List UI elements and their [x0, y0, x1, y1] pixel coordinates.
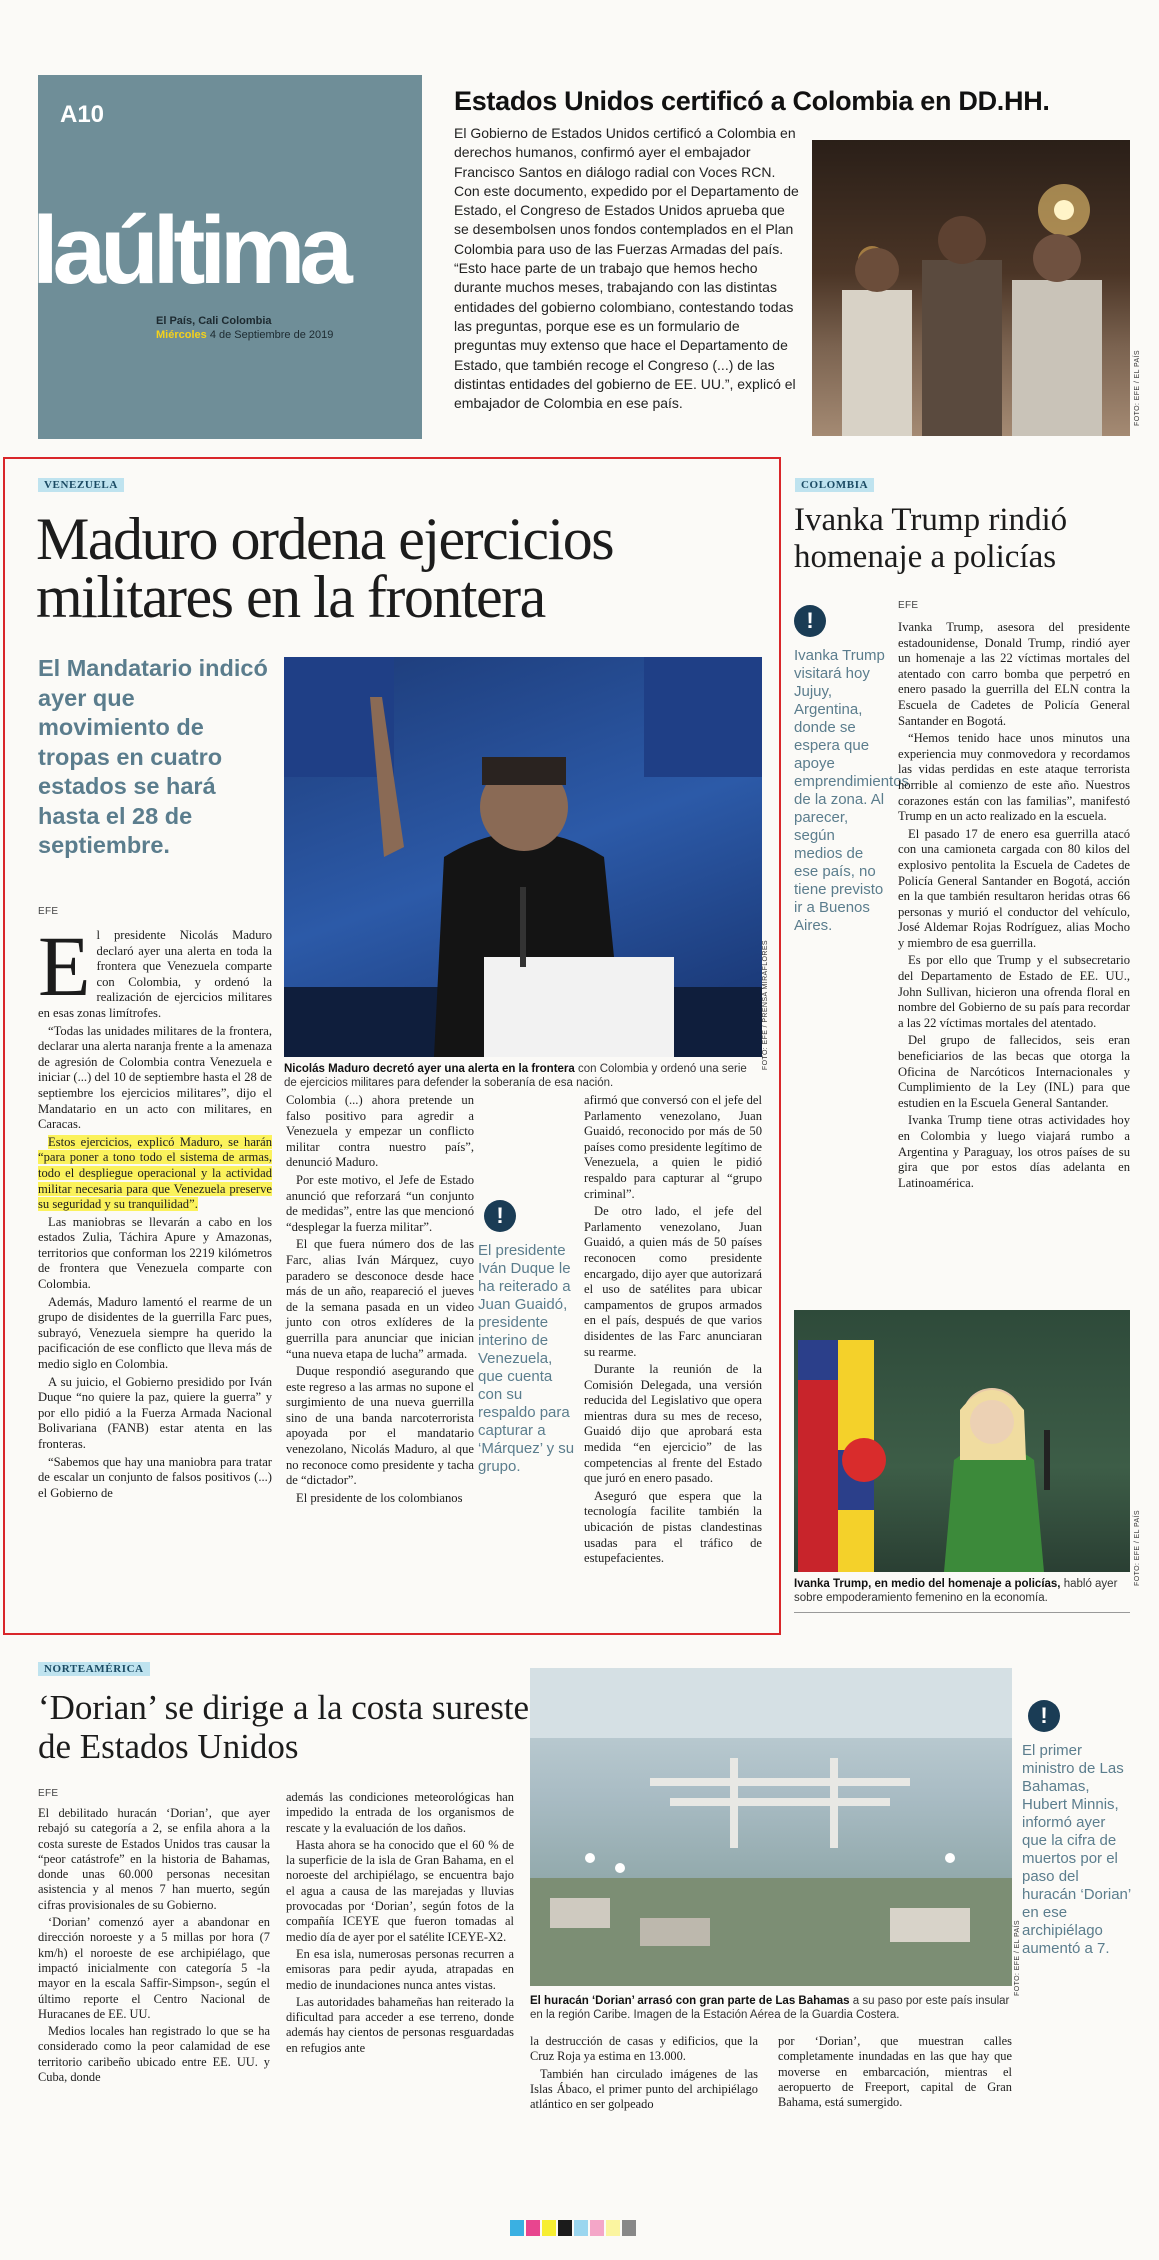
paper-line — [156, 315, 272, 327]
section-tag-colombia: COLOMBIA — [795, 478, 874, 492]
ivanka-p2: “Hemos tenido hace unos minutos una experiencia muy conmovedora y recordamos las vidas perdidas en este ataque terrorista horrible al comienzo de este año. Nuestros corazones están con las familias”, manifestó Trump en un acto realizado en la escuela. — [898, 731, 1130, 824]
highlighted-quote: Estos ejercicios, explicó Maduro, se harán “para poner a tono todo el sistema de armas, todo el despliegue operacional y la actividad militar necesaria para que Venezuela preserve su seguridad y su tranquilidad”. — [38, 1134, 272, 1212]
ivanka-caption-bold: Ivanka Trump, en medio del homenaje a policías, — [794, 1578, 1061, 1590]
main-p6: A su juicio, el Gobierno presidido por Iván Duque “no quiere la paz, quiere la guerra” y por ello pidió a la Fuerza Armada Nacional Bolivariana (FANB) estar atenta en las fronteras. — [38, 1374, 272, 1451]
section-tag-norteamerica: NORTEAMÉRICA — [38, 1662, 150, 1676]
color-swatch — [622, 2220, 636, 2236]
maduro-caption-rest: con Colombia y ordenó una serie de ejercicios militares para defender la soberanía de esa nación. — [284, 1063, 747, 1089]
color-swatch — [510, 2220, 524, 2236]
info-circle-icon: ! — [1028, 1700, 1060, 1732]
main-col3-p3: Durante la reunión de la Comisión Delegada, una versión reducida del Legislativo que opera mientras dura su mes de receso, Guaidó dijo que aprobará esta medida “en ejercicio” de las competencias al frente del Estado que juró en enero pasado. — [584, 1362, 762, 1486]
maduro-photo-credit: FOTO: EFE / PRENSA MIRAFLORES — [762, 940, 769, 1071]
dorian-col3-p1: la destrucción de casas y edificios, que la Cruz Roja ya estima en 13.000. — [530, 2034, 758, 2064]
main-col2-p2: Por este motivo, el Jefe de Estado anunció que reforzará “un conjunto de medidas”, entre las que mencionó “desplegar la fuerza militar”. — [286, 1172, 474, 1234]
ivanka-speaking-image — [794, 1310, 1130, 1572]
section-tag-venezuela: VENEZUELA — [38, 478, 124, 492]
main-col-1 — [38, 918, 272, 1503]
ivanka-quote: Ivanka Trump visitará hoy Jujuy, Argentina, donde se espera que apoye emprendimientos de la zona. Al parecer, según medios de ese país, no tiene previsto ir a Buenos Aires. — [794, 647, 910, 934]
dorian-col1-p1: El debilitado huracán ‘Dorian’, que ayer rebajó su categoría a 2, se enfila ahora a la costa sureste de Estados Unidos tras causar la “peor catástrofe” en la historia de Bahamas, donde unas 60.000 personas necesitan asistencia y al menos 7 han muerto, según cifras provisionales de su Gobierno. — [38, 1806, 270, 1912]
maduro-caption-bold: Nicolás Maduro decretó ayer una alerta en la frontera — [284, 1063, 575, 1075]
color-swatch — [590, 2220, 604, 2236]
minnis-quote-box — [1022, 1700, 1132, 1958]
drop-cap: E — [38, 918, 91, 1014]
ivanka-source: EFE — [898, 600, 919, 611]
masthead-panel — [32, 75, 422, 439]
main-col2-p5: El presidente de los colombianos — [296, 1490, 463, 1505]
ivanka-photo-credit: FOTO: EFE / EL PAÍS — [1134, 1510, 1141, 1586]
section-divider — [794, 1612, 1130, 1613]
dateline — [156, 329, 333, 341]
main-col3-p1: afirmó que conversó con el jefe del Parlamento venezolano, Juan Guaidó, reconocido por más de 50 países como presidente legítimo de Venezuela, a quien le pidió respaldo para capturar al “grupo criminal”. — [584, 1093, 762, 1201]
date: 4 de Septiembre de 2019 — [209, 329, 334, 341]
main-lead: l presidente Nicolás Maduro declaró ayer una alerta en toda la frontera que Venezuela comparte con Colombia, y ordenó la realización de ejercicios militares en esas zonas limítrofes. — [38, 928, 272, 1020]
dorian-col2-p3: En esa isla, numerosas personas recurren a emisoras para pedir ayuda, atrapadas en medio de inundaciones nunca antes vistas. — [286, 1946, 514, 1992]
ivanka-body — [898, 620, 1130, 1193]
main-col-3 — [584, 1093, 762, 1569]
dorian-caption-bold: El huracán ‘Dorian’ arrasó con gran parte de Las Bahamas — [530, 1995, 850, 2007]
dorian-col-1 — [38, 1806, 270, 2087]
dorian-col1-p3: Medios locales han registrado lo que se ha considerado como la peor calamidad de ese territorio caribeño ubicado entre EE. UU. y Cuba, donde — [38, 2024, 270, 2085]
dorian-col2-p1: además las condiciones meteorológicas han impedido la entrada de los organismos de rescate y la evaluación de los daños. — [286, 1790, 514, 1835]
ivanka-p1: Ivanka Trump, asesora del presidente estadounidense, Donald Trump, rindió ayer un homenaje a las 22 víctimas mortales del atentado con carro bomba que perpetró en enero pasado la guerrilla del ELN contra la Escuela de Cadetes de Policía General Santander en Bogotá. — [898, 620, 1130, 728]
ivanka-p6: Ivanka Trump tiene otras actividades hoy en Colombia y luego viajará rumbo a Argentina y Paraguay, los otros países de su gira que por estos días adelanta en Latinoamérica. — [898, 1113, 1130, 1190]
color-swatch — [574, 2220, 588, 2236]
dorian-photo-credit: FOTO: EFE / EL PAÍS — [1014, 1920, 1021, 1996]
color-swatch — [542, 2220, 556, 2236]
main-subhead: El Mandatario indicó ayer que movimiento de tropas en cuatro estados se hará hasta el 28 de septiembre. — [38, 655, 268, 858]
minnis-quote: El primer ministro de Las Bahamas, Hubert Minnis, informó ayer que la cifra de muertos por el paso del huracán ‘Dorian’ en ese archipiélago aumentó a 7. — [1022, 1742, 1131, 1957]
dorian-photo — [530, 1668, 1012, 1986]
main-p3 — [38, 1135, 272, 1213]
main-col2-p1: Colombia (...) ahora pretende un falso positivo para agredir a Venezuela y empezar un conflicto militar contra nuestro país”, denunció Maduro. — [286, 1093, 474, 1170]
maduro-photo-caption — [284, 1062, 762, 1090]
ivanka-p5: Del grupo de fallecidos, seis eran beneficiarios de las becas que otorga la Oficina de Narcóticos Internacionales y Cumplimiento de la Ley (INL) para que estudien en la Escuela General Santander. — [898, 1033, 1130, 1110]
dorian-col2-p2: Hasta ahora se ha conocido que el 60 % de la superficie de la isla de Gran Bahama, en el noroeste del archipiélago, se encuentra bajo el agua a causa de las marejadas y lluvias provocadas por ‘Dorian’, según fotos de la compañía ICEYE que fueron tomadas al medio día de ayer por el satélite ICEYE-X2. — [286, 1837, 514, 1944]
color-swatch — [606, 2220, 620, 2236]
dorian-caption-rest: a su paso por este país insular en la región Caribe. Imagen de la Estación Aérea de la Guardia Costera. — [530, 1995, 1010, 2021]
ivanka-photo-caption — [794, 1577, 1130, 1605]
main-col2-p4: Duque respondió asegurando que este regreso a las armas no supone el surgimiento de una nueva guerrilla sino de una banda narcoterrorista apoyada por el mandatario venezolano, Nicolás Maduro, al que no reconoce como presidente y tacha de “dictador”. — [286, 1364, 474, 1488]
main-headline: Maduro ordena ejercicios militares en la frontera — [36, 506, 614, 630]
dorian-col-4 — [778, 2034, 1012, 2112]
maduro-photo — [284, 657, 762, 1057]
main-p4: Las maniobras se llevarán a cabo en los estados Zulia, Táchira Apure y Amazonas, territorios que conforman los 2219 kilómetros de frontera que Venezuela comparte con Colombia. — [38, 1214, 272, 1292]
ivanka-caption-rest: habló ayer sobre empoderamiento femenino en la economía. — [794, 1578, 1118, 1604]
ivanka-p4: Es por ello que Trump y el subsecretario del Departamento de Estado de EE. UU., John Sullivan, hicieron una ofrenda floral en nombre del Gobierno de su país para recordar a las 22 víctimas mortales del atentado. — [898, 953, 1130, 1030]
main-p7: “Sabemos que hay una maniobra para tratar de escalar un conjunto de falsos positivos (...) el Gobierno de — [38, 1454, 272, 1500]
ivanka-photo — [794, 1310, 1130, 1572]
top-story-photo — [812, 140, 1130, 436]
page-number: A10 — [60, 101, 105, 128]
duque-quote: El presidente Iván Duque le ha reiterado a Juan Guaidó, presidente interino de Venezuela, que cuenta con su respaldo para capturar a ‘Márquez’ y su grupo. — [478, 1242, 575, 1475]
main-source: EFE — [38, 906, 59, 917]
ivanka-p3: El pasado 17 de enero esa guerrilla atacó con una camioneta cargada con 80 kilos del explosivo pentolita la Escuela de Cadetes de Policía General Santander en Bogotá, acción en la que también resultaron heridas otras 66 personas y murió el conductor del vehículo, José Aldemar Rojas Rodríguez, alias Mocho y miembro de esa guerrilla. — [898, 826, 1130, 950]
brand-logo: laúltima — [32, 197, 347, 304]
main-p2: “Todas las unidades militares de la frontera, declarar una alerta naranja frente a la amenaza de agresión de Colombia contra Venezuela e iniciar (...) del 10 de septiembre hasta el 28 de septiembre los ejercicios militares”, dijo el Mandatario en un acto con militares, en Caracas. — [38, 1023, 272, 1132]
main-col3-p4: Aseguró que espera que la tecnología facilite también la ubicación de pistas clandestinas usadas para el tráfico de estupefacientes. — [584, 1488, 762, 1566]
weekday: Miércoles — [156, 329, 207, 341]
dorian-col2-p4: Las autoridades bahameñas han reiterado la dificultad para acceder a ese terreno, donde además hay cientos de personas resguardadas en refugios ante — [286, 1994, 514, 2055]
dorian-source: EFE — [38, 1788, 59, 1799]
flooded-harbor-image — [530, 1668, 1012, 1986]
info-circle-icon: ! — [484, 1200, 516, 1232]
candle-vigil-image — [812, 140, 1130, 436]
print-color-bars — [510, 2220, 636, 2236]
dorian-headline: ‘Dorian’ se dirige a la costa sureste de Estados Unidos — [38, 1688, 530, 1766]
dorian-col3-p2: También han circulado imágenes de las Islas Ábaco, el primer punto del archipiélago atlántico en ser golpeado — [530, 2066, 758, 2112]
main-col2-p3: El que fuera número dos de las Farc, alias Iván Márquez, cuyo paradero se desconoce desde hace más de un año, reapareció el jueves de la semana pasada en un video junto con otros exlíderes de la guerrilla para anunciar que inician “una nueva etapa de lucha” armada. — [286, 1237, 474, 1361]
color-swatch — [526, 2220, 540, 2236]
main-col-2 — [286, 1093, 474, 1508]
main-col3-p2: De otro lado, el jefe del Parlamento venezolano, Juan Guaidó, a quien más de 50 países reconocen como presidente encargado, dijo ayer que autorizará el uso de satélites para ubicar campamentos de grupos armados en el país, después de que varios disidentes de las Farc anunciaran su rearme. — [584, 1204, 762, 1359]
color-swatch — [558, 2220, 572, 2236]
ivanka-headline: Ivanka Trump rindió homenaje a policías — [794, 502, 1068, 575]
duque-quote-box — [478, 1200, 578, 1476]
dorian-col1-p2: ‘Dorian’ comenzó ayer a abandonar en dirección noroeste y a 5 millas por hora (7 km/h) el noroeste de ese archipiélago, que impactó inicialmente con categoría 5 -la mayor en la escala Saffir-Simpson-, según el último reporte el Centro Nacional de Huracanes de EE. UU. — [38, 1915, 270, 2021]
dorian-col4-p1: por ‘Dorian’, que muestran calles completamente inundadas en las que hay que moverse en embarcación, mientras el aeropuerto de Freeport, capital de Gran Bahama, está sumergido. — [778, 2034, 1012, 2110]
top-story-body: El Gobierno de Estados Unidos certificó a Colombia en derechos humanos, confirmó ayer el embajador Francisco Santos en diálogo radial con Voces RCN. Con este documento, expedido por el Departamento de Estado, el Congreso de Estados Unidos aprueba que se desembolsen unos fondos contemplados en el Plan Colombia para uso de las Fuerzas Armadas del país. “Esto hace parte de un trabajo que hemos hecho durante muchos meses, trabajando con las distintas entidades del gobierno colombiano, contestando todas las preguntas, porque ese es un formulario de preguntas muy extenso que hace el Departamento de Estado, que también recoge el Congreso (...) de las distintas entidades del gobierno de EE. UU.”, explicó el embajador de Colombia en ese país. — [454, 125, 799, 412]
paper-name: El País, Cali Colombia — [156, 315, 272, 327]
ivanka-quote-box — [794, 605, 910, 935]
top-story-title: Estados Unidos certificó a Colombia en DD.HH. — [454, 86, 1050, 116]
dorian-col-2 — [286, 1790, 514, 2058]
maduro-speaking-image — [284, 657, 762, 1057]
main-p5: Además, Maduro lamentó el rearme de un grupo de disidentes de la guerrilla Farc pues, subrayó, Venezuela siempre ha querido la pacificación de ese conflicto que lleva más de medio siglo en Colombia. — [38, 1294, 272, 1372]
info-circle-icon: ! — [794, 605, 826, 637]
dorian-photo-caption — [530, 1994, 1012, 2022]
top-photo-credit: FOTO: EFE / EL PAÍS — [1134, 350, 1141, 426]
dorian-col-3 — [530, 2034, 758, 2114]
